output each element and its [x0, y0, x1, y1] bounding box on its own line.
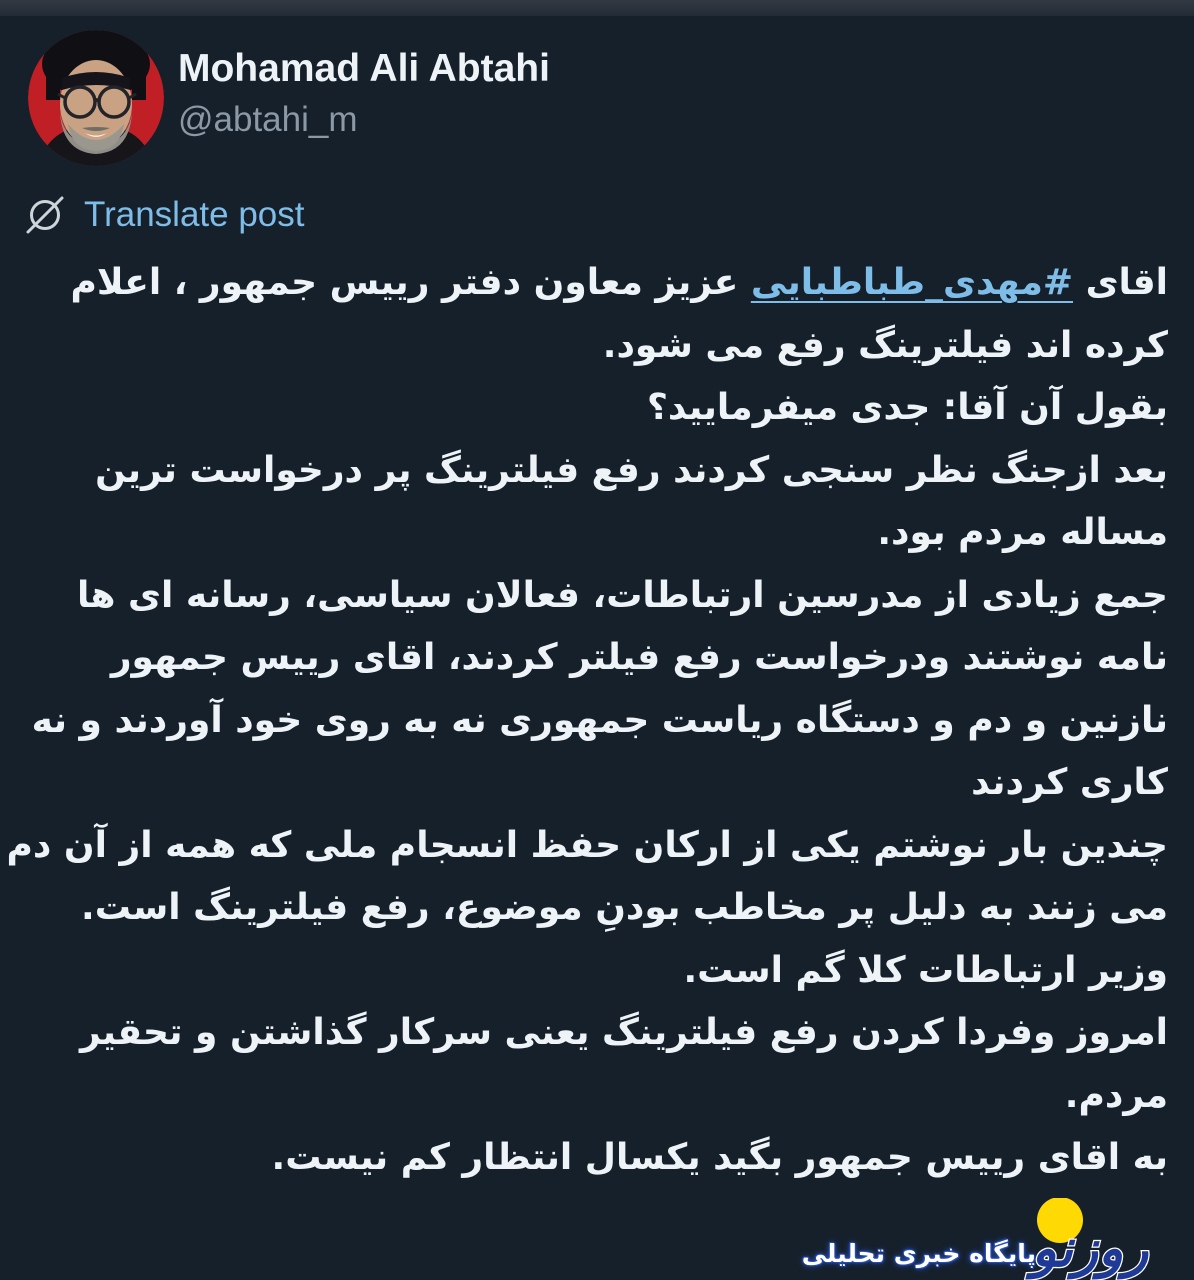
- tweet-line-6: جمع زیادی از مدرسین ارتباطات، فعالان سیاسی، رسانه ای ها: [76, 574, 1168, 616]
- rouzno-tagline: پایگاه خبری تحلیلی: [801, 1239, 1036, 1268]
- tweet-line-12: وزیر ارتباطات کلا گم است.: [683, 949, 1168, 991]
- hashtag-link[interactable]: #مهدی_طباطبایی: [750, 262, 1074, 303]
- rouzno-watermark: [774, 1190, 1194, 1280]
- identity-block: [178, 30, 550, 166]
- tweet-line-4: بعد ازجنگ نظر سنجی کردند رفع فیلترینگ پر درخواست ترین: [95, 449, 1168, 491]
- tweet-line-7: نامه نوشتند ودرخواست رفع فیلتر کردند، اقای رییس جمهور: [110, 637, 1168, 678]
- tweet-line-5: مساله مردم بود.: [877, 512, 1168, 553]
- tweet-line-9: کاری کردند: [971, 762, 1168, 803]
- tweet-line-13: امروز وفردا کردن رفع فیلترینگ یعنی سرکار گذاشتن و تحقیر: [80, 1012, 1168, 1053]
- tweet-text-segment: عزیز معاون دفتر رییس جمهور ، اعلام: [70, 262, 751, 303]
- user-handle: @abtahi_m: [178, 99, 358, 139]
- tweet-text-segment: اقای: [1073, 262, 1168, 303]
- tweet-line-14: مردم.: [1064, 1074, 1168, 1116]
- tweet-text: [6, 252, 1168, 1190]
- tweet-line-3: بقول آن آقا: جدی میفرمایید؟: [647, 387, 1168, 428]
- avatar-photo-icon: [28, 30, 164, 166]
- rouzno-logo-icon: [982, 1198, 1192, 1280]
- tweet-line-8: نازنین و دم و دستگاه ریاست جمهوری نه به روی خود آوردند و نه: [31, 699, 1168, 741]
- display-name[interactable]: Mohamad Ali Abtahi: [178, 47, 550, 90]
- translate-post-button[interactable]: [22, 192, 304, 238]
- translate-label: Translate post: [84, 195, 305, 234]
- tweet-line-10: چندین بار نوشتم یکی از ارکان حفظ انسجام ملی که همه از آن دم: [6, 824, 1168, 866]
- tweet-line-15: به اقای رییس جمهور بگید یکسال انتظار کم نیست.: [271, 1137, 1168, 1178]
- translate-icon: [22, 192, 68, 238]
- avatar[interactable]: [28, 30, 164, 166]
- rouzno-brand-text: روزنو: [1031, 1219, 1149, 1279]
- tweet-line-11: می زنند به دلیل پر مخاطب بودنِ موضوع، رفع فیلترینگ است.: [81, 887, 1168, 928]
- top-strip: [0, 0, 1194, 16]
- tweet-line-1: [10, 252, 1168, 315]
- tweet-header: [28, 30, 550, 166]
- tweet-line-2: کرده اند فیلترینگ رفع می شود.: [602, 324, 1168, 366]
